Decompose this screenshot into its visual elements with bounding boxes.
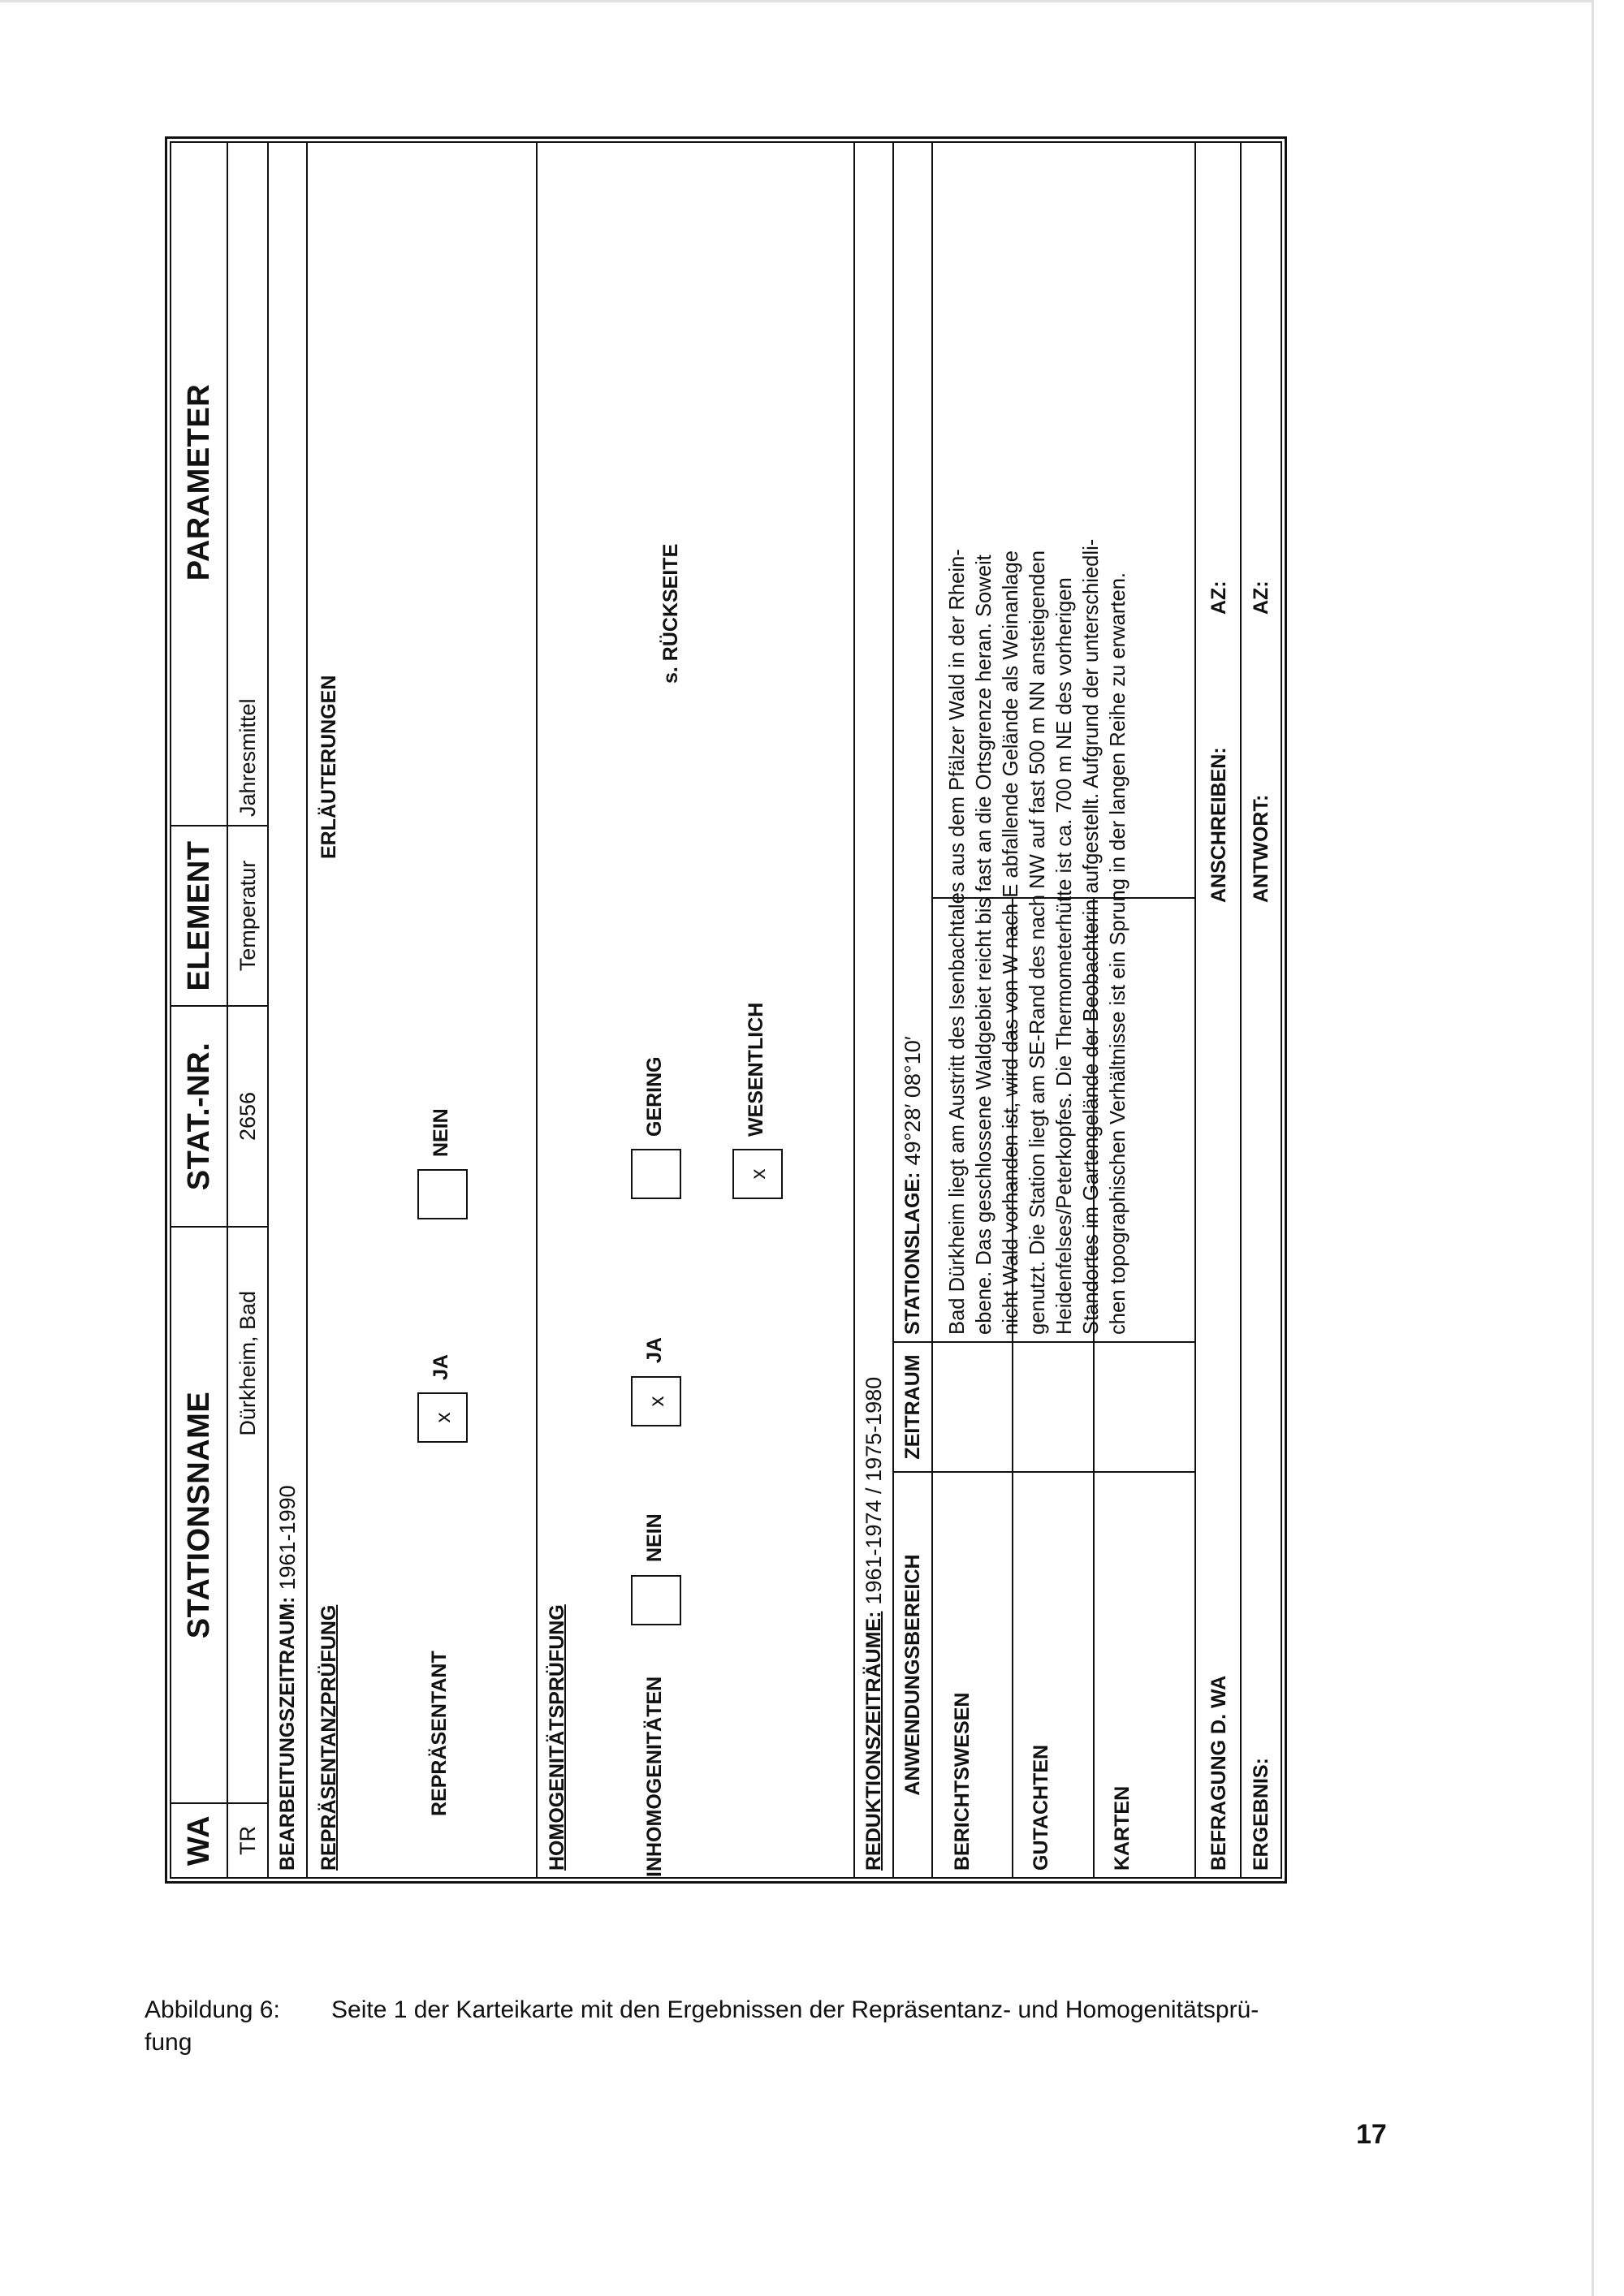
repraesentanz-section bbox=[308, 143, 538, 1877]
reduktion-value: 1961-1974 / 1975-1980 bbox=[861, 1376, 886, 1605]
stationslage-field bbox=[894, 198, 931, 1335]
wesentlich-label: WESENTLICH bbox=[745, 1002, 767, 1137]
inhomogenitaeten-ja-checkbox[interactable]: x bbox=[631, 1376, 681, 1426]
befragung-row bbox=[1196, 143, 1242, 1877]
repraesentant-ja-checkbox[interactable]: x bbox=[417, 1392, 468, 1443]
befragung-label: BEFRAGUNG D. WA bbox=[1207, 1675, 1230, 1871]
header-element: ELEMENT bbox=[181, 840, 216, 991]
description-line: genutzt. Die Station liegt am SE-Rand des nach NW auf fast 500 m NN ansteigenden bbox=[1026, 550, 1049, 1335]
inhomogenitaeten-ja-label: JA bbox=[643, 1337, 666, 1363]
rueckseite-note: s. RÜCKSEITE bbox=[659, 543, 682, 684]
wesentlich-checkbox[interactable]: x bbox=[732, 1149, 783, 1199]
anschreiben-az-label: AZ: bbox=[1207, 580, 1230, 615]
reduktion-label: REDUKTIONSZEITRÄUME: bbox=[862, 1611, 885, 1871]
caption-text-continued: fung bbox=[145, 2029, 192, 2056]
scan-edge-right bbox=[1592, 0, 1594, 2296]
bearbeitungszeitraum-row bbox=[269, 143, 308, 1877]
anwendung-row-berichtswesen: BERICHTSWESEN bbox=[951, 1692, 974, 1871]
figure-caption bbox=[145, 1994, 1259, 2059]
header-wa: WA bbox=[181, 1815, 216, 1867]
repraesentant-ja-label: JA bbox=[430, 1354, 452, 1380]
stationslage-value: 49°28′ 08°10′ bbox=[900, 1036, 925, 1166]
reduktion-row bbox=[855, 143, 894, 1877]
bearbeitungszeitraum-label: BEARBEITUNGSZEITRAUM: bbox=[275, 1596, 299, 1871]
station-description bbox=[944, 149, 1132, 1335]
ergebnis-label: ERGEBNIS: bbox=[1250, 1758, 1272, 1871]
antwort-az-label: AZ: bbox=[1250, 580, 1272, 615]
index-card-frame bbox=[165, 136, 1287, 1884]
ergebnis-row bbox=[1242, 143, 1281, 1877]
caption-label: Abbildung 6: bbox=[145, 1996, 280, 2023]
stationslage-label: STATIONSLAGE: bbox=[901, 1172, 924, 1335]
inhomogenitaeten-nein-label: NEIN bbox=[643, 1513, 666, 1562]
values-row bbox=[228, 143, 269, 1877]
header-row bbox=[171, 143, 228, 1877]
erlaeuterungen-heading: ERLÄUTERUNGEN bbox=[317, 675, 340, 859]
homogenitaet-heading: HOMOGENITÄTSPRÜFUNG bbox=[546, 1604, 568, 1871]
value-stat-nr: 2656 bbox=[235, 1091, 260, 1142]
header-stat-nr: STAT.-NR. bbox=[181, 1042, 216, 1191]
anwendungsbereich-label: ANWENDUNGSBEREICH bbox=[901, 1554, 924, 1796]
zeitraum-label: ZEITRAUM bbox=[901, 1354, 924, 1460]
header-stationsname: STATIONSNAME bbox=[181, 1391, 216, 1639]
value-wa: TR bbox=[235, 1826, 260, 1855]
description-line: Heidenfelses/Peterkopfes. Die Thermometerhütte ist ca. 700 m NE des vorherigen bbox=[1053, 577, 1076, 1335]
repraesentanz-heading: REPRÄSENTANZPRÜFUNG bbox=[317, 1604, 340, 1871]
description-line: chen topographischen Verhältnisse ist ein Sprung in der langen Reihe zu erwarten. bbox=[1107, 572, 1129, 1335]
anwendung-row-karten: KARTEN bbox=[1111, 1785, 1134, 1871]
description-line: Standortes im Gartengelände der Beobachterin aufgestellt. Aufgrund der unterschiedli- bbox=[1080, 538, 1103, 1335]
value-stationsname: Dürkheim, Bad bbox=[235, 1291, 260, 1436]
anwendung-row-gutachten: GUTACHTEN bbox=[1030, 1744, 1052, 1871]
homogenitaet-section bbox=[538, 143, 855, 1877]
inhomogenitaeten-label: INHOMOGENITÄTEN bbox=[643, 1676, 666, 1877]
antwort-label: ANTWORT: bbox=[1250, 794, 1272, 903]
gering-label: GERING bbox=[643, 1056, 666, 1137]
page-number: 17 bbox=[1356, 2119, 1387, 2150]
repraesentant-label: REPRÄSENTANT bbox=[428, 1651, 451, 1816]
caption-text: Seite 1 der Karteikarte mit den Ergebnissen der Repräsentanz- und Homogenitätsprü- bbox=[331, 1996, 1259, 2023]
value-element: Temperatur bbox=[235, 860, 260, 972]
header-parameter: PARAMETER bbox=[181, 383, 216, 581]
reduktion-field bbox=[855, 1140, 892, 1871]
repraesentant-nein-checkbox[interactable] bbox=[417, 1169, 468, 1219]
inhomogenitaeten-nein-checkbox[interactable] bbox=[631, 1575, 681, 1625]
scan-edge-top bbox=[0, 0, 1592, 2]
value-parameter: Jahresmittel bbox=[235, 698, 260, 817]
anwendung-header-row bbox=[894, 143, 933, 1877]
anschreiben-label: ANSCHREIBEN: bbox=[1207, 747, 1230, 903]
description-line: ebene. Das geschlossene Waldgebiet reicht bis fast an die Ortsgrenze heran. Soweit bbox=[973, 555, 996, 1335]
index-card bbox=[170, 141, 1282, 1879]
description-line: nicht Wald vorhanden ist, wird das von W nach E abfallende Gelände als Weinanlage bbox=[1000, 550, 1022, 1335]
bearbeitungszeitraum-value: 1961-1990 bbox=[274, 1485, 300, 1590]
repraesentant-nein-label: NEIN bbox=[430, 1108, 452, 1157]
bearbeitungszeitraum-field bbox=[269, 1140, 306, 1871]
description-line: Bad Dürkheim liegt am Austritt des Isenbachtales aus dem Pfälzer Wald in der Rhein- bbox=[946, 549, 969, 1335]
anwendung-body bbox=[933, 143, 1196, 1877]
gering-checkbox[interactable] bbox=[631, 1149, 681, 1199]
